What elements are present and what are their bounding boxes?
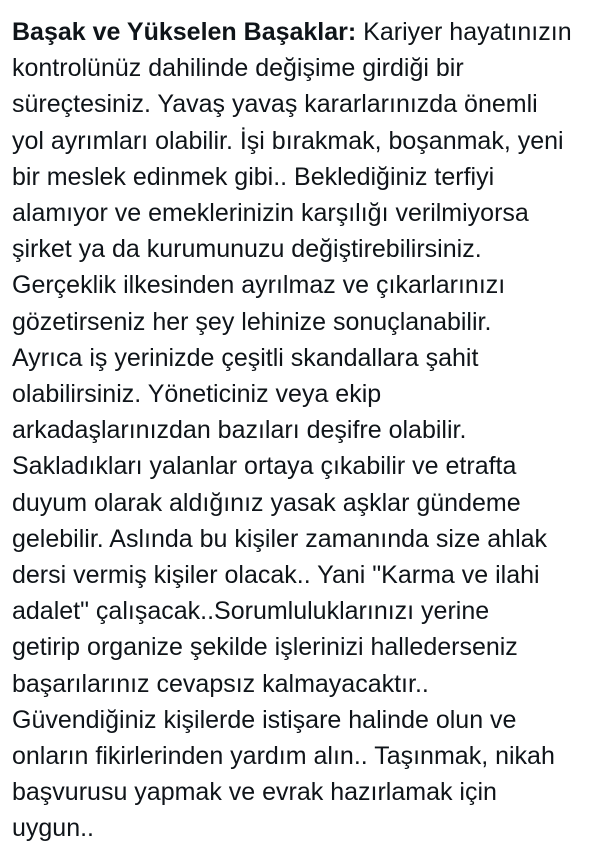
text-line: dersi vermiş kişiler olacak.. Yani "Karma ve ilahi xyxy=(12,561,540,590)
text-line: duyum olarak aldığınız yasak aşklar gündeme xyxy=(12,488,521,517)
text-line: kontrolünüz dahilinde değişime girdiği bir xyxy=(12,54,464,83)
text-line: başarılarınız cevapsız kalmayacaktır.. xyxy=(12,669,429,698)
text-line: gelebilir. Aslında bu kişiler zamanında size ahlak xyxy=(12,524,548,553)
text-line: onların fikirlerinden yardım alın.. Taşınmak, nikah xyxy=(12,742,555,771)
text-line: Sakladıkları yalanlar ortaya çıkabilir ve etrafta xyxy=(12,452,517,481)
text-line: başvurusu yapmak ve evrak hazırlamak için xyxy=(12,778,497,807)
text-line: süreçtesiniz. Yavaş yavaş kararlarınızda önemli xyxy=(12,90,538,119)
text-line: adalet" çalışacak..Sorumluluklarınızı yerine xyxy=(12,597,490,626)
text-line: getirip organize şekilde işlerinizi hallederseniz xyxy=(12,633,518,662)
text-line: Güvendiğiniz kişilerde istişare halinde olun ve xyxy=(12,705,517,734)
text-line: alamıyor ve emeklerinizin karşılığı verilmiyorsa xyxy=(12,199,529,228)
text-line: uygun.. xyxy=(12,814,95,843)
sign-heading: Başak ve Yükselen Başaklar: xyxy=(12,18,357,46)
text-line: şirket ya da kurumunuzu değiştirebilirsiniz. xyxy=(12,235,482,264)
text-line: Gerçeklik ilkesinden ayrılmaz ve çıkarlarınızı xyxy=(12,271,506,300)
text-line: yol ayrımları olabilir. İşi bırakmak, boşanmak, yeni xyxy=(12,126,564,155)
text-line: Ayrıca iş yerinizde çeşitli skandallara şahit xyxy=(12,343,479,372)
text-line: bir meslek edinmek gibi.. Beklediğiniz terfiyi xyxy=(12,162,495,191)
text-line: arkadaşlarınızdan bazıları deşifre olabilir. xyxy=(12,416,467,445)
text-line: olabilirsiniz. Yöneticiniz veya ekip xyxy=(12,380,382,409)
text-line xyxy=(12,14,594,50)
text-line: gözetirseniz her şey lehinize sonuçlanabilir. xyxy=(12,307,492,336)
text-line-segment: Kariyer hayatınızın xyxy=(356,18,572,46)
